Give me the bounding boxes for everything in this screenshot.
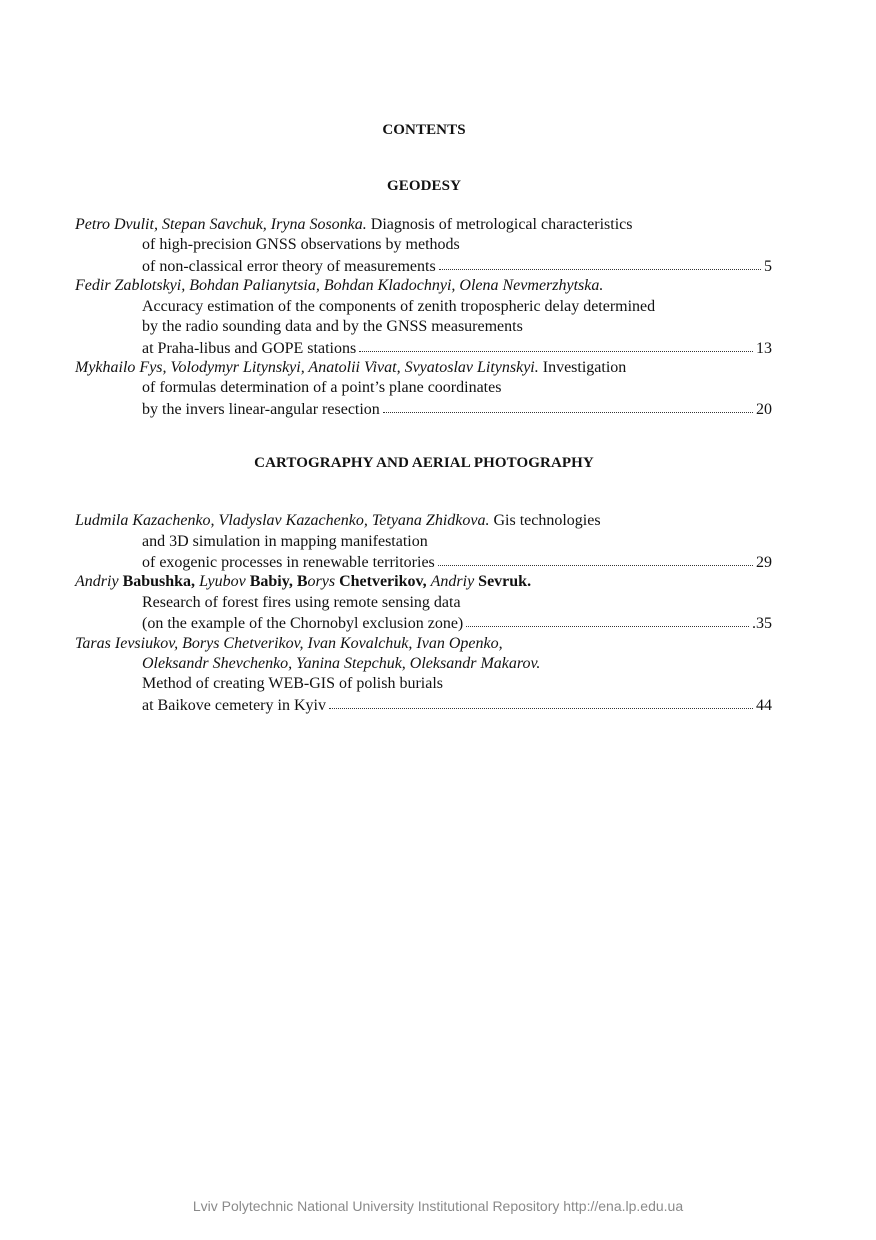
entry-last-line	[142, 613, 772, 634]
entry-last-line	[142, 695, 772, 716]
section-title-geodesy: GEODESY	[386, 178, 462, 194]
entry-last-line	[142, 399, 772, 420]
entry-last-line	[142, 256, 772, 277]
entry-title-line: Research of forest fires using remote sensing data	[142, 594, 461, 611]
entry-authors: Ludmila Kazachenko, Vladyslav Kazachenko, Tetyana Zhidkova.	[75, 512, 490, 529]
entry-title-line: and 3D simulation in mapping manifestation	[142, 533, 428, 550]
entry-last-line	[142, 338, 772, 359]
entry-title-start: Gis technologies	[493, 512, 601, 529]
author-fragment: ndriy	[440, 573, 479, 590]
entry-title-end: at Baikove cemetery in Kyiv	[142, 697, 326, 714]
author-fragment: ndriy	[84, 573, 123, 590]
entry-title-end: at Praha-libus and GOPE stations	[142, 340, 357, 357]
entry-title-end: by the invers linear-angular resection	[142, 401, 380, 418]
dot-leader	[466, 612, 749, 627]
entry-title-line: Method of creating WEB-GIS of polish burials	[142, 675, 443, 692]
entry-page-number: 13	[756, 340, 772, 357]
author-fragment: Babushka,	[122, 573, 200, 590]
entry-authors: Mykhailo Fys, Volodymyr Litynskyi, Anatolii Vivat, Svyatoslav Litynskyi.	[75, 359, 539, 376]
entry-authors: Petro Dvulit, Stepan Savchuk, Iryna Sosonka.	[75, 216, 367, 233]
entry-authors-continued: Oleksandr Shevchenko, Yanina Stepchuk, Oleksandr Makarov.	[142, 655, 541, 672]
entry-title-line: of high-precision GNSS observations by methods	[142, 236, 460, 253]
entry-title-end: (on the example of the Chornobyl exclusion zone)	[142, 615, 464, 632]
entry-authors	[75, 572, 531, 592]
entry-last-line	[142, 552, 772, 573]
entry-page-number: 5	[764, 258, 772, 275]
author-fragment: A	[75, 573, 85, 590]
dot-leader	[438, 551, 753, 566]
entry-title-line: by the radio sounding data and by the GNSS measurements	[142, 318, 523, 335]
author-fragment: Sevruk.	[478, 573, 532, 590]
author-fragment: A	[430, 573, 441, 590]
entry-title-line: Accuracy estimation of the components of zenith tropospheric delay determined	[142, 298, 656, 315]
entry-title-start: Investigation	[542, 359, 627, 376]
entry-title-end: of exogenic processes in renewable territories	[142, 554, 435, 571]
dot-leader	[359, 337, 753, 352]
entry-heading-line	[75, 358, 626, 378]
entry-page-number: 44	[756, 697, 772, 714]
author-fragment: Babiy,	[249, 573, 297, 590]
entry-authors: Fedir Zablotskyi, Bohdan Palianytsia, Bohdan Kladochnyi, Olena Nevmerzhytska.	[75, 277, 604, 294]
author-fragment: B	[296, 573, 308, 590]
author-fragment: orys	[307, 573, 340, 590]
author-fragment: Lyubov	[199, 573, 250, 590]
entry-heading-line	[75, 511, 601, 531]
dot-leader	[383, 398, 753, 413]
entry-title-end: of non-classical error theory of measurements	[142, 258, 436, 275]
entry-page-number: 29	[756, 554, 772, 571]
repository-footer: Lviv Polytechnic National University Institutional Repository http://ena.lp.edu.ua	[192, 1198, 684, 1214]
entry-authors: Taras Ievsiukov, Borys Chetverikov, Ivan Kovalchuk, Ivan Openko,	[75, 635, 503, 652]
entry-title-line: of formulas determination of a point’s plane coordinates	[142, 379, 502, 396]
entry-title-start: Diagnosis of metrological characteristics	[370, 216, 633, 233]
contents-title: CONTENTS	[382, 122, 466, 138]
entry-page-number: .35	[752, 615, 772, 632]
dot-leader	[439, 255, 761, 270]
author-fragment: Chetverikov,	[339, 573, 431, 590]
dot-leader	[329, 694, 753, 709]
section-title-cartography: CARTOGRAPHY AND AERIAL PHOTOGRAPHY	[254, 455, 594, 471]
entry-page-number: 20	[756, 401, 772, 418]
entry-heading-line	[75, 215, 632, 235]
